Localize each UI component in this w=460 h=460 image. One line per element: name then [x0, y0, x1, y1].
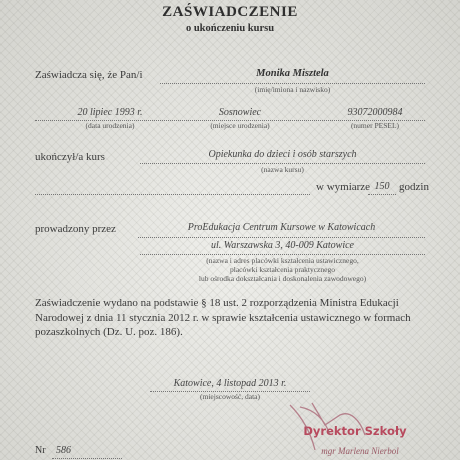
person-lead: Zaświadcza się, że Pan/i	[35, 69, 143, 81]
hours-lead: w wymiarze	[316, 181, 371, 193]
number-value: 586	[56, 445, 71, 456]
name-line	[160, 83, 425, 84]
provider-caption-1: (nazwa i adres placówki kształcenia ustawicznego,	[206, 256, 359, 265]
number-label: Nr	[35, 445, 46, 456]
course-line	[140, 163, 425, 164]
person-name: Monika Misztela	[256, 68, 329, 79]
hours-unit: godzin	[399, 181, 429, 193]
name-caption: (imię/imiona i nazwisko)	[254, 85, 331, 94]
provider-line	[138, 237, 425, 238]
pesel-caption: (numer PESEL)	[350, 121, 400, 130]
birth-place-caption: (miejsce urodzenia)	[210, 121, 270, 130]
course-name: Opiekunka do dzieci i osób starszych	[208, 149, 357, 160]
pesel-value: 93072000984	[347, 107, 403, 118]
provider-name: ProEdukacja Centrum Kursowe w Katowicach	[187, 222, 376, 233]
hours-value: 150	[374, 181, 390, 192]
course-caption: (nazwa kursu)	[261, 165, 304, 174]
document-title: ZAŚWIADCZENIE	[162, 4, 298, 20]
provider-lead: prowadzony przez	[35, 223, 116, 235]
issue-caption: (miejscowość, data)	[200, 392, 260, 401]
provider-address: ul. Warszawska 3, 40-009 Katowice	[211, 240, 354, 251]
birth-date: 20 lipiec 1993 r.	[77, 107, 143, 118]
provider-caption-2: placówki kształcenia praktycznego	[230, 265, 335, 274]
address-line	[140, 254, 425, 255]
course-line-2	[35, 194, 310, 195]
number-line	[52, 458, 122, 459]
birth-date-caption: (data urodzenia)	[85, 121, 135, 130]
legal-text: Zaświadczenie wydano na podstawie § 18 ust. 2 rozporządzenia Ministra Edukacji Narodowej z dnia 11 stycznia 2012 r. w sprawie kształcenia ustawicznego w formach pozaszkolnych (Dz. U. poz. 186).	[35, 297, 411, 338]
birth-place: Sosnowiec	[218, 107, 262, 118]
director-stamp-name: mgr Marlena Nierbol	[321, 446, 399, 456]
director-stamp-title: Dyrektor Szkoły	[303, 424, 407, 438]
director-signature	[270, 395, 380, 460]
issue-place-date: Katowice, 4 listopad 2013 r.	[173, 378, 287, 389]
document-subtitle: o ukończeniu kursu	[185, 23, 275, 34]
provider-caption-3: lub ośrodka dokształcania i doskonalenia zawodowego)	[198, 274, 367, 283]
course-lead: ukończył/a kurs	[35, 151, 105, 163]
hours-line	[368, 194, 396, 195]
